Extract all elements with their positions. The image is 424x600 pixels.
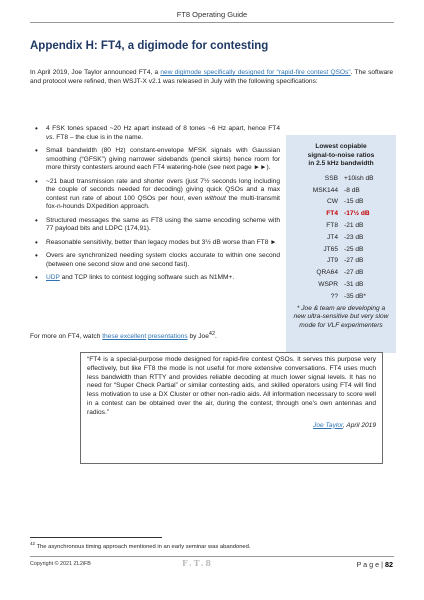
spec-emphasis: without	[204, 194, 226, 202]
snr-table	[295, 173, 387, 303]
snr-mode: CW	[327, 198, 338, 206]
quote-text: “FT4 is a special-purpose mode designed for rapid-fire contest QSOs. It serves this purpose very effectively, but like FT8 the mode is not useful for more extensive conversations. FT4 uses much less bandwidth than RTTY and provides reliable decoding at much lower signal levels. It has no need for “Super Check Partial” or similar contesting aids, and skilled operators using FT4 will find less motivation to use a DX Cluster or other non-radio aids. All information necessary to score well in a contest can be obtained over the air, during the contest, through one’s own antennas and radios.”	[87, 356, 376, 416]
snr-value: -27 dB	[344, 269, 364, 277]
snr-value: -35 dB*	[344, 292, 366, 300]
joe-taylor-link[interactable]: Joe Taylor	[313, 421, 343, 429]
more-text: by Joe	[187, 333, 209, 341]
snr-mode: SSB	[324, 174, 338, 182]
spec-text: ~21 baud transmission rate and shorter overs (just 7½ seconds long including the couple of seconds needed for decoding) giving quick QSOs and a max contest run rate of about 100 QSOs per hour, even	[46, 177, 280, 202]
snr-mode: JT9	[327, 257, 338, 265]
snr-row	[295, 291, 387, 303]
snr-mode: JT4	[327, 233, 338, 241]
spec-item-baud	[30, 178, 280, 212]
spec-emphasis: vs.	[46, 133, 55, 141]
copyright: Copyright © 2021 ZL2iFB	[30, 561, 91, 567]
snr-value: -27 dB	[344, 257, 364, 265]
spec-text: 4 FSK tones spaced ~20 Hz apart instead of 8 tones ~6 Hz apart, hence FT4	[46, 125, 280, 132]
quote-date: , April 2019	[342, 421, 376, 429]
spec-item-messages: • Structured messages the same as FT8 using the same encoding scheme with 77 payload bits and LDPC (174,91).	[30, 217, 280, 234]
snr-value: -21 dB	[344, 221, 364, 229]
footnote	[30, 541, 251, 550]
spec-list	[30, 125, 280, 288]
spec-text: FT8 – the clue is in the name.	[54, 133, 144, 141]
snr-value: -25 dB	[344, 245, 364, 253]
snr-mode: FT4	[326, 210, 338, 218]
footer-rule	[30, 556, 394, 557]
spec-item-bandwidth: • Small bandwidth (80 Hz) constant-envelope MFSK signals with Gaussian smoothing (“GFSK”) giving narrower sidebands (pencil skirts) hence room for more thirsty contesters around each FT4 watering-hole (see next page ►►).	[30, 147, 280, 173]
snr-footnote: * Joe & team are developing a new ultra-sensitive but very slow mode for VLF experimenters	[293, 304, 389, 329]
spec-text: the multi-transmit fox-n-hounds DXpedition approach.	[46, 194, 280, 210]
snr-row	[295, 196, 387, 208]
quote-box	[80, 352, 383, 464]
snr-title-line: Lowest copiable	[315, 143, 367, 150]
snr-value: -31 dB	[344, 280, 364, 288]
udp-link[interactable]: UDP	[46, 274, 60, 281]
footnote-number: 42	[30, 541, 36, 546]
more-info-line	[30, 330, 217, 341]
snr-row	[295, 255, 387, 267]
snr-row-highlight	[295, 208, 387, 220]
snr-mode: ??	[330, 292, 338, 300]
spec-item-udp	[30, 274, 280, 283]
snr-sidebar	[286, 135, 396, 353]
intro-text-1: In April 2019, Joe Taylor announced FT4, a	[30, 69, 161, 76]
intro-text-2: . The software and protocol were refined, then WSJT-X v2.1 was released in July with the following specifications:	[30, 69, 394, 86]
ft8-logo: F.T.8	[182, 558, 213, 568]
header-rule	[30, 22, 394, 23]
snr-mode: MSK144	[312, 186, 338, 194]
snr-value: -17½ dB	[344, 210, 370, 218]
snr-row	[295, 173, 387, 185]
snr-title-line: in 2.5 kHz bandwidth	[308, 160, 374, 168]
snr-mode: WSPR	[318, 280, 338, 288]
intro-paragraph	[30, 68, 393, 87]
page-num-value: 82	[385, 560, 393, 569]
more-text: .	[215, 333, 217, 341]
presentations-link[interactable]: presentations	[148, 333, 188, 341]
snr-mode: JT65	[323, 245, 338, 253]
snr-value: -15 dB	[344, 198, 364, 206]
ft4-announcement-link[interactable]: new digimode specifically designed for “rapid-fire contest QSOs”	[160, 69, 351, 76]
page-label: P a g e |	[356, 560, 385, 569]
snr-title-line: signal-to-noise ratios	[307, 151, 375, 159]
running-header: FT8 Operating Guide	[176, 10, 248, 19]
snr-row	[295, 267, 387, 279]
snr-mode: FT8	[326, 221, 338, 229]
snr-mode: QRA64	[316, 269, 338, 277]
spec-item-tones	[30, 125, 280, 142]
footnote-text: The asynchronous timing approach mentioned in an early seminar was abandoned.	[35, 543, 251, 550]
snr-row	[295, 220, 387, 232]
spec-text: and TCP links to contest logging software such as N1MM+.	[59, 274, 235, 281]
section-title: Appendix H: FT4, a digimode for contesting	[30, 40, 269, 52]
snr-value: -23 dB	[344, 233, 364, 241]
snr-value: +10ish dB	[344, 174, 374, 182]
snr-title	[286, 143, 396, 169]
snr-row	[295, 232, 387, 244]
spec-item-sensitivity: • Reasonable sensitivity, better than legacy modes but 3½ dB worse than FT8 ►	[30, 239, 280, 248]
page-number	[356, 560, 393, 569]
footnote-ref[interactable]: 42	[208, 331, 216, 337]
more-text: For more on FT4, watch	[30, 333, 103, 341]
snr-row	[295, 279, 387, 291]
snr-row	[295, 185, 387, 197]
spec-item-sync: • Overs are synchronized needing system clocks accurate to within one second (between one second slow and one second fast).	[30, 252, 280, 269]
quote-attribution	[87, 422, 376, 431]
snr-value: -8 dB	[344, 186, 360, 194]
snr-row	[295, 244, 387, 256]
excellent-link[interactable]: these excellent	[102, 333, 147, 341]
footnote-rule	[30, 537, 162, 538]
